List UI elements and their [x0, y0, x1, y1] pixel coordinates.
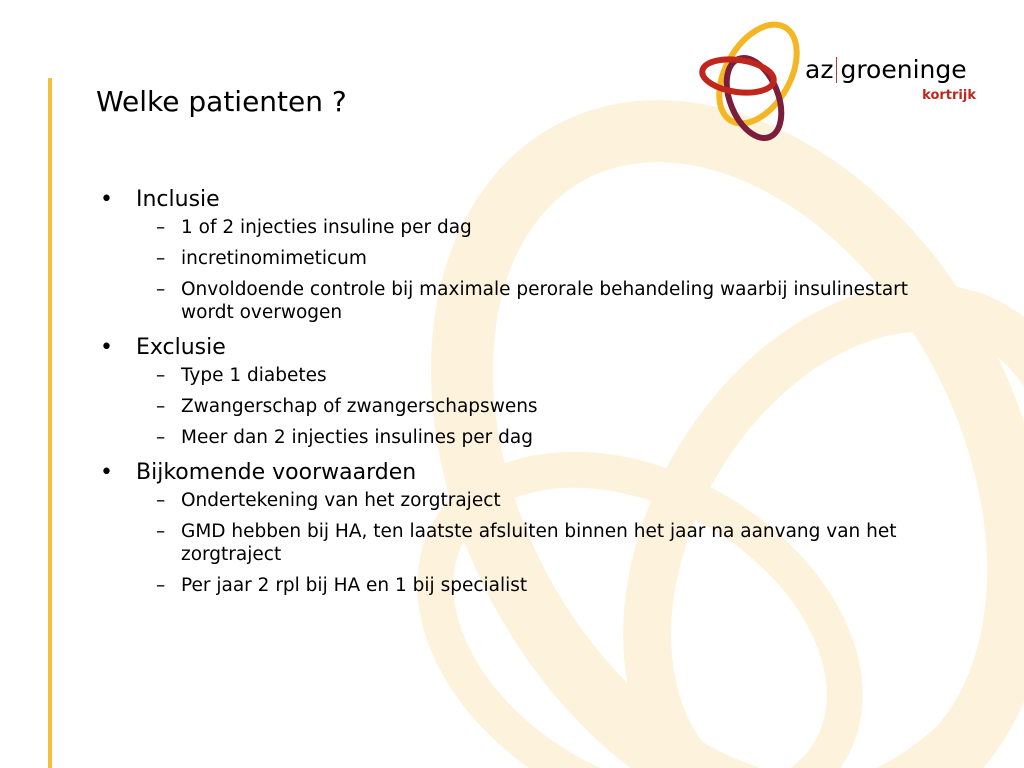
az-groeninge-logo [698, 20, 998, 144]
section-bijkomende-voorwaarden [98, 457, 958, 597]
section-label: • Bijkomende voorwaarden [136, 460, 417, 485]
list-item: – Type 1 diabetes [136, 364, 958, 387]
section-exclusie [98, 332, 958, 449]
list-item: – Ondertekening van het zorgtraject [136, 489, 958, 512]
logo-ellipses-icon [698, 20, 808, 144]
list-item: – Onvoldoende controle bij maximale perorale behandeling waarbij insulinestart wordt overwogen [136, 278, 958, 324]
accent-bar [48, 78, 52, 768]
slide-title: Welke patienten ? [96, 85, 347, 118]
section-inclusie [98, 184, 958, 324]
list-item: – Per jaar 2 rpl bij HA en 1 bij specialist [136, 574, 958, 597]
sub-list [136, 364, 958, 449]
logo-subtitle: kortrijk [922, 88, 976, 103]
logo-text-groeninge: groeninge [840, 55, 967, 84]
criteria-list [98, 184, 958, 597]
sub-list [136, 489, 958, 597]
list-item: – incretinomimeticum [136, 247, 958, 270]
list-item: – 1 of 2 injecties insuline per dag [136, 216, 958, 239]
section-label: • Inclusie [136, 187, 220, 212]
list-item: – GMD hebben bij HA, ten laatste afsluiten binnen het jaar na aanvang van het zorgtraject [136, 520, 958, 566]
logo-wordmark [805, 56, 967, 84]
slide-content [98, 184, 958, 605]
list-item: – Zwangerschap of zwangerschapswens [136, 395, 958, 418]
logo-text-az: az [805, 55, 834, 84]
logo-separator [836, 57, 837, 83]
list-item: – Meer dan 2 injecties insulines per dag [136, 426, 958, 449]
section-label: • Exclusie [136, 335, 226, 360]
sub-list [136, 216, 958, 324]
